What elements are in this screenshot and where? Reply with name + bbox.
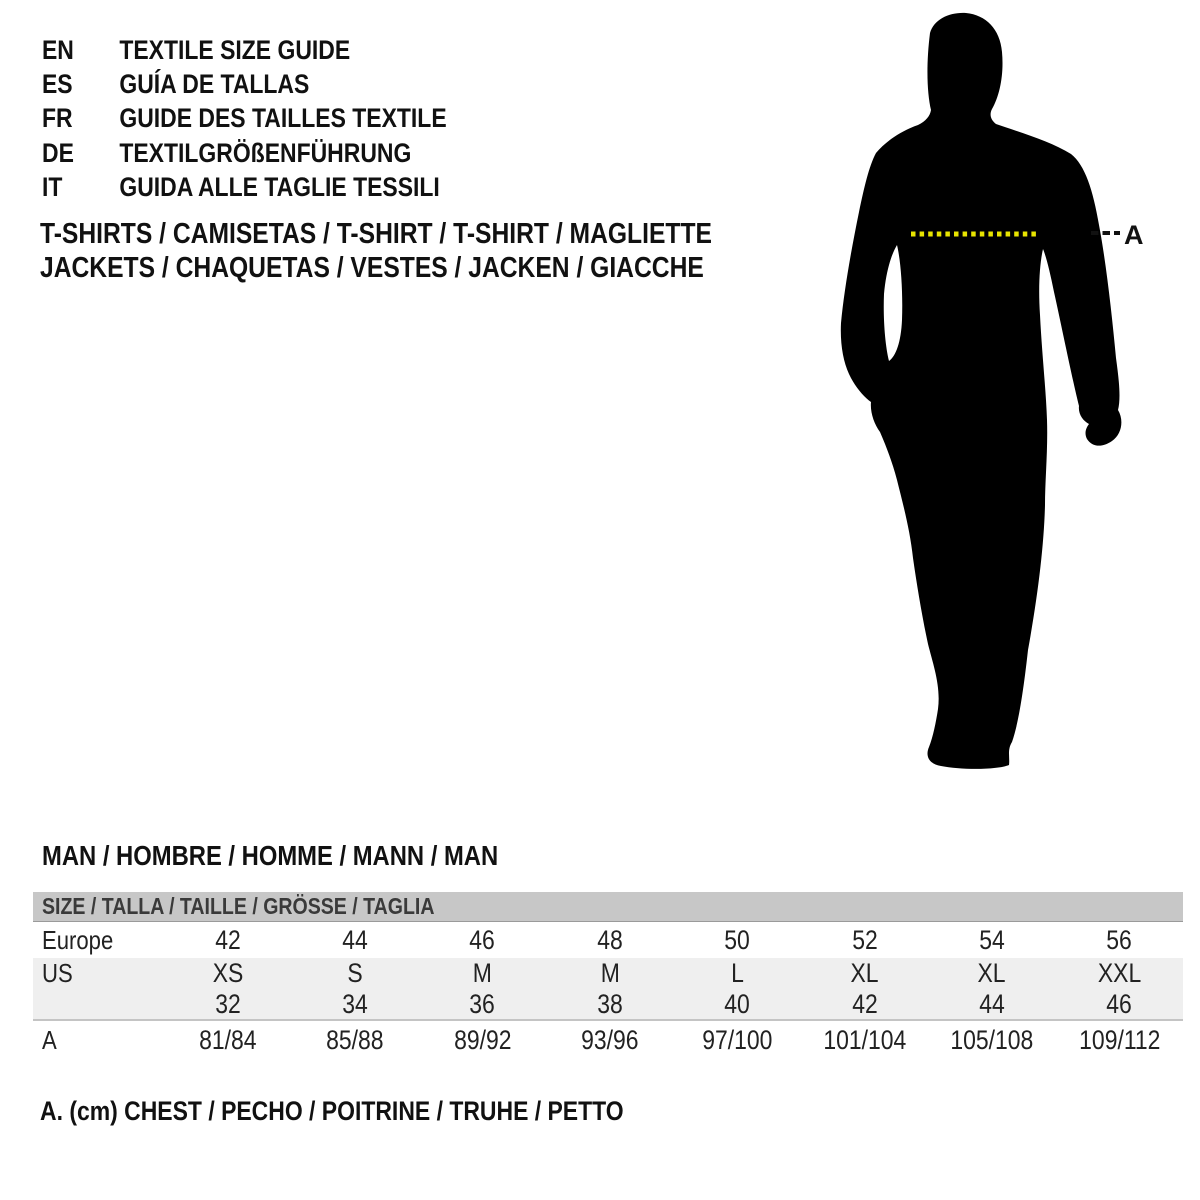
size-table-header: [33, 892, 1183, 922]
title-row-es: [42, 67, 518, 101]
table-cell: 48: [597, 924, 623, 955]
table-cell: 40: [724, 988, 750, 1019]
table-cell: XS: [212, 958, 244, 988]
title-text: TEXTILE SIZE GUIDE: [119, 34, 351, 65]
language-code: EN: [42, 34, 74, 65]
table-cell: 46: [1106, 988, 1133, 1019]
table-cell: 44: [342, 924, 368, 955]
table-cell: 50: [724, 924, 750, 955]
table-cell: 89/92: [453, 1024, 512, 1055]
table-cell: XL: [977, 958, 1006, 988]
table-cell: 32: [214, 988, 241, 1019]
table-row-us: [33, 958, 1183, 989]
table-cell: 52: [851, 924, 878, 955]
table-cell: 36: [469, 988, 496, 1019]
title-text: GUIDA ALLE TAGLIE TESSILI: [119, 172, 440, 203]
table-cell: 85/88: [326, 1024, 384, 1055]
table-cell: 46: [469, 924, 496, 955]
category-line-jackets: JACKETS / CHAQUETAS / VESTES / JACKEN / GIACCHE: [40, 251, 704, 284]
table-cell: S: [347, 958, 363, 988]
row-label: A: [42, 1024, 57, 1055]
chest-measure-label: A: [1124, 220, 1144, 250]
title-row-it: [42, 171, 518, 205]
row-label: US: [42, 958, 73, 988]
table-cell: 101/104: [823, 1024, 907, 1055]
row-label: Europe: [42, 924, 114, 955]
title-text: TEXTILGRÖßENFÜHRUNG: [119, 137, 412, 168]
category-block: [40, 217, 831, 285]
language-code: FR: [42, 103, 73, 134]
table-cell: 38: [597, 988, 623, 1019]
language-title-block: [42, 33, 518, 205]
category-line-tshirts: T-SHIRTS / CAMISETAS / T-SHIRT / T-SHIRT / MAGLIETTE: [40, 217, 712, 250]
man-silhouette: [841, 13, 1122, 769]
table-row-chest: [33, 1021, 1183, 1059]
table-cell: 34: [342, 988, 368, 1019]
table-row-europe: [33, 922, 1183, 958]
gender-heading: MAN / HOMBRE / HOMME / MANN / MAN: [42, 840, 499, 871]
language-code: ES: [42, 69, 73, 100]
table-cell: 56: [1106, 924, 1133, 955]
table-row-numeric: [33, 989, 1183, 1019]
shaded-row-band: [33, 958, 1183, 1021]
measurement-footnote: A. (cm) CHEST / PECHO / POITRINE / TRUHE / PETTO: [40, 1095, 624, 1126]
language-code: IT: [42, 172, 63, 203]
table-cell: 97/100: [702, 1024, 773, 1055]
size-table: [33, 892, 1183, 1059]
table-cell: 42: [851, 988, 878, 1019]
title-text: GUÍA DE TALLAS: [119, 69, 310, 100]
table-cell: M: [472, 958, 492, 988]
size-table-header-label: SIZE / TALLA / TAILLE / GRÖSSE / TAGLIA: [42, 893, 435, 919]
table-cell: M: [600, 958, 620, 988]
table-cell: 42: [214, 924, 241, 955]
table-cell: 109/112: [1078, 1024, 1160, 1055]
title-text: GUIDE DES TAILLES TEXTILE: [119, 103, 447, 134]
title-row-en: [42, 33, 518, 67]
language-code: DE: [42, 137, 74, 168]
title-row-de: [42, 136, 518, 170]
table-cell: 81/84: [198, 1024, 257, 1055]
table-cell: 93/96: [581, 1024, 639, 1055]
title-row-fr: [42, 102, 518, 136]
table-cell: XXL: [1097, 958, 1141, 988]
table-cell: 54: [979, 924, 1005, 955]
table-cell: 44: [979, 988, 1005, 1019]
table-cell: L: [730, 958, 744, 988]
table-cell: XL: [850, 958, 879, 988]
table-cell: 105/108: [950, 1024, 1034, 1055]
row-label: [33, 989, 164, 1020]
